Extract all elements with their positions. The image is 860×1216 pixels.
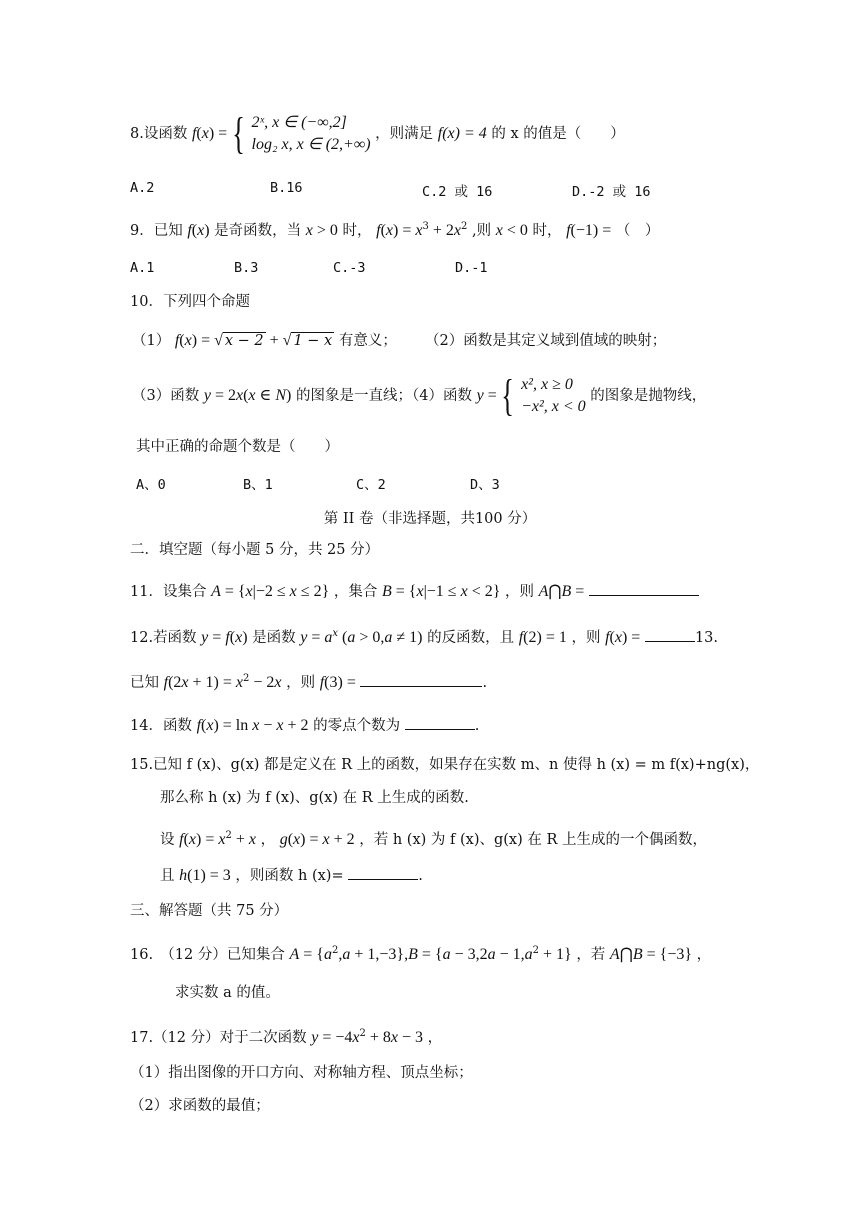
- piece-case-1: 2ˣ, x ∈ (−∞,2]: [251, 114, 347, 131]
- q8-option-b: B.16: [270, 180, 303, 196]
- piecewise-brace: {: [232, 109, 245, 158]
- q10-proposition-2: （2）函数是其定义域到值域的映射；: [425, 333, 667, 349]
- question-17: 17.（12 分）对于二次函数 $y = -4x^2 + 8x - 3$ ，: [130, 1028, 443, 1046]
- answer-blank-13[interactable]: [360, 671, 482, 687]
- q9-option-a: A.1: [130, 260, 155, 276]
- q9-option-d: D.-1: [455, 260, 488, 276]
- q10-proposition-3-4: （3）函数 y = 2x(x ∈ N) 的图象是一直线；（4）函数 y = { x², x ≥ 0 −x², x < 0 的图象是抛物线，: [132, 371, 707, 420]
- q10-question: 其中正确的命题个数是（ ）: [136, 439, 339, 455]
- question-15-line-1: 15.已知 f (x)、g(x) 都是定义在 R 上的函数，如果存在实数 m、n 使得 h (x) = m f(x)+ng(x)，: [130, 757, 760, 773]
- q10-option-c: C、2: [356, 477, 386, 493]
- piecewise-brace-2: {: [501, 371, 515, 420]
- question-17-sub-1: （1）指出图像的开口方向、对称轴方程、顶点坐标；: [130, 1065, 473, 1081]
- question-16: 16. （12 分）已知集合 $A = \{a^2,a + 1,-3\},B = \{a - 3,2a - 1,a^2 + 1\}$ ，若 A⋂B = {−3} ，: [130, 945, 712, 963]
- question-12: 12.若函数 y = f(x) 是函数 $y = a^x$ (a > 0,a ≠ 1) 的反函数，且 f(2) = 1 ，则 f(x) = 13.: [130, 624, 718, 648]
- q8-option-d: D.-2 或 16: [572, 184, 651, 200]
- q8-option-a: A.2: [130, 180, 155, 196]
- piecewise-cases: [252, 112, 371, 156]
- answer-blank-14[interactable]: [405, 714, 475, 730]
- part-2-title: 第 II 卷（非选择题，共100 分）: [323, 511, 537, 527]
- section-3-heading: 三、解答题（共 75 分）: [130, 903, 289, 919]
- answer-blank-15[interactable]: [348, 864, 418, 880]
- q9-option-b: B.3: [234, 260, 259, 276]
- question-11: 11．设集合 A = {x|−2 ≤ x ≤ 2} ，集合 B = {x|−1 ≤ x < 2} ，则 A⋂B =: [130, 580, 699, 602]
- q10-option-b: B、1: [243, 477, 273, 493]
- q10-proposition-1: （1） f(x) = √ x − 2 + √ 1 − x 有意义；: [132, 332, 397, 349]
- q10-option-d: D、3: [470, 477, 500, 493]
- answer-blank-12[interactable]: [645, 626, 695, 642]
- answer-blank-11[interactable]: [589, 580, 699, 596]
- question-15-line-4: 且 h(1) = 3 ，则函数 h (x)= .: [160, 864, 423, 886]
- question-10-title: 10．下列四个命题: [130, 294, 250, 310]
- question-13: 已知 $f(2x + 1) = x^2 - 2x$ ，则 f(3) = .: [130, 669, 487, 693]
- question-14: 14．函数 f(x) = ln x − x + 2 的零点个数为 .: [130, 714, 479, 736]
- piece-case-2: log₂ x, x ∈ (2,+∞): [251, 136, 371, 153]
- q9-option-c: C.-3: [333, 260, 366, 276]
- section-2-heading: 二．填空题（每小题 5 分，共 25 分）: [130, 542, 380, 558]
- question-15-line-3: 设 $f(x) = x^2 + x$ ， g(x) = x + 2 ，若 h (x) 为 f (x)、g(x) 在 R 上生成的一个偶函数，: [160, 830, 708, 848]
- question-17-sub-2: （2）求函数的最值；: [130, 1098, 270, 1114]
- q10-option-a: A、0: [136, 477, 166, 493]
- question-15-line-2: 那么称 h (x) 为 f (x)、g(x) 在 R 上生成的函数.: [160, 790, 469, 806]
- question-9: 9．已知 f(x) 是奇函数，当 x > 0 时， $f(x) = x^3 + 2x^2$ ,则 x < 0 时， f(−1) = （ ）: [130, 221, 660, 239]
- question-8: 8.设函数 f(x) = { 2ˣ, x ∈ (−∞,2] log₂ x, x ∈ (2,+∞) ，则满足 f(x) = 4 的 x 的值是（ ）: [130, 109, 625, 158]
- q8-option-c: C.2 或 16: [422, 184, 493, 200]
- question-16-line-2: 求实数 a 的值。: [175, 985, 280, 1001]
